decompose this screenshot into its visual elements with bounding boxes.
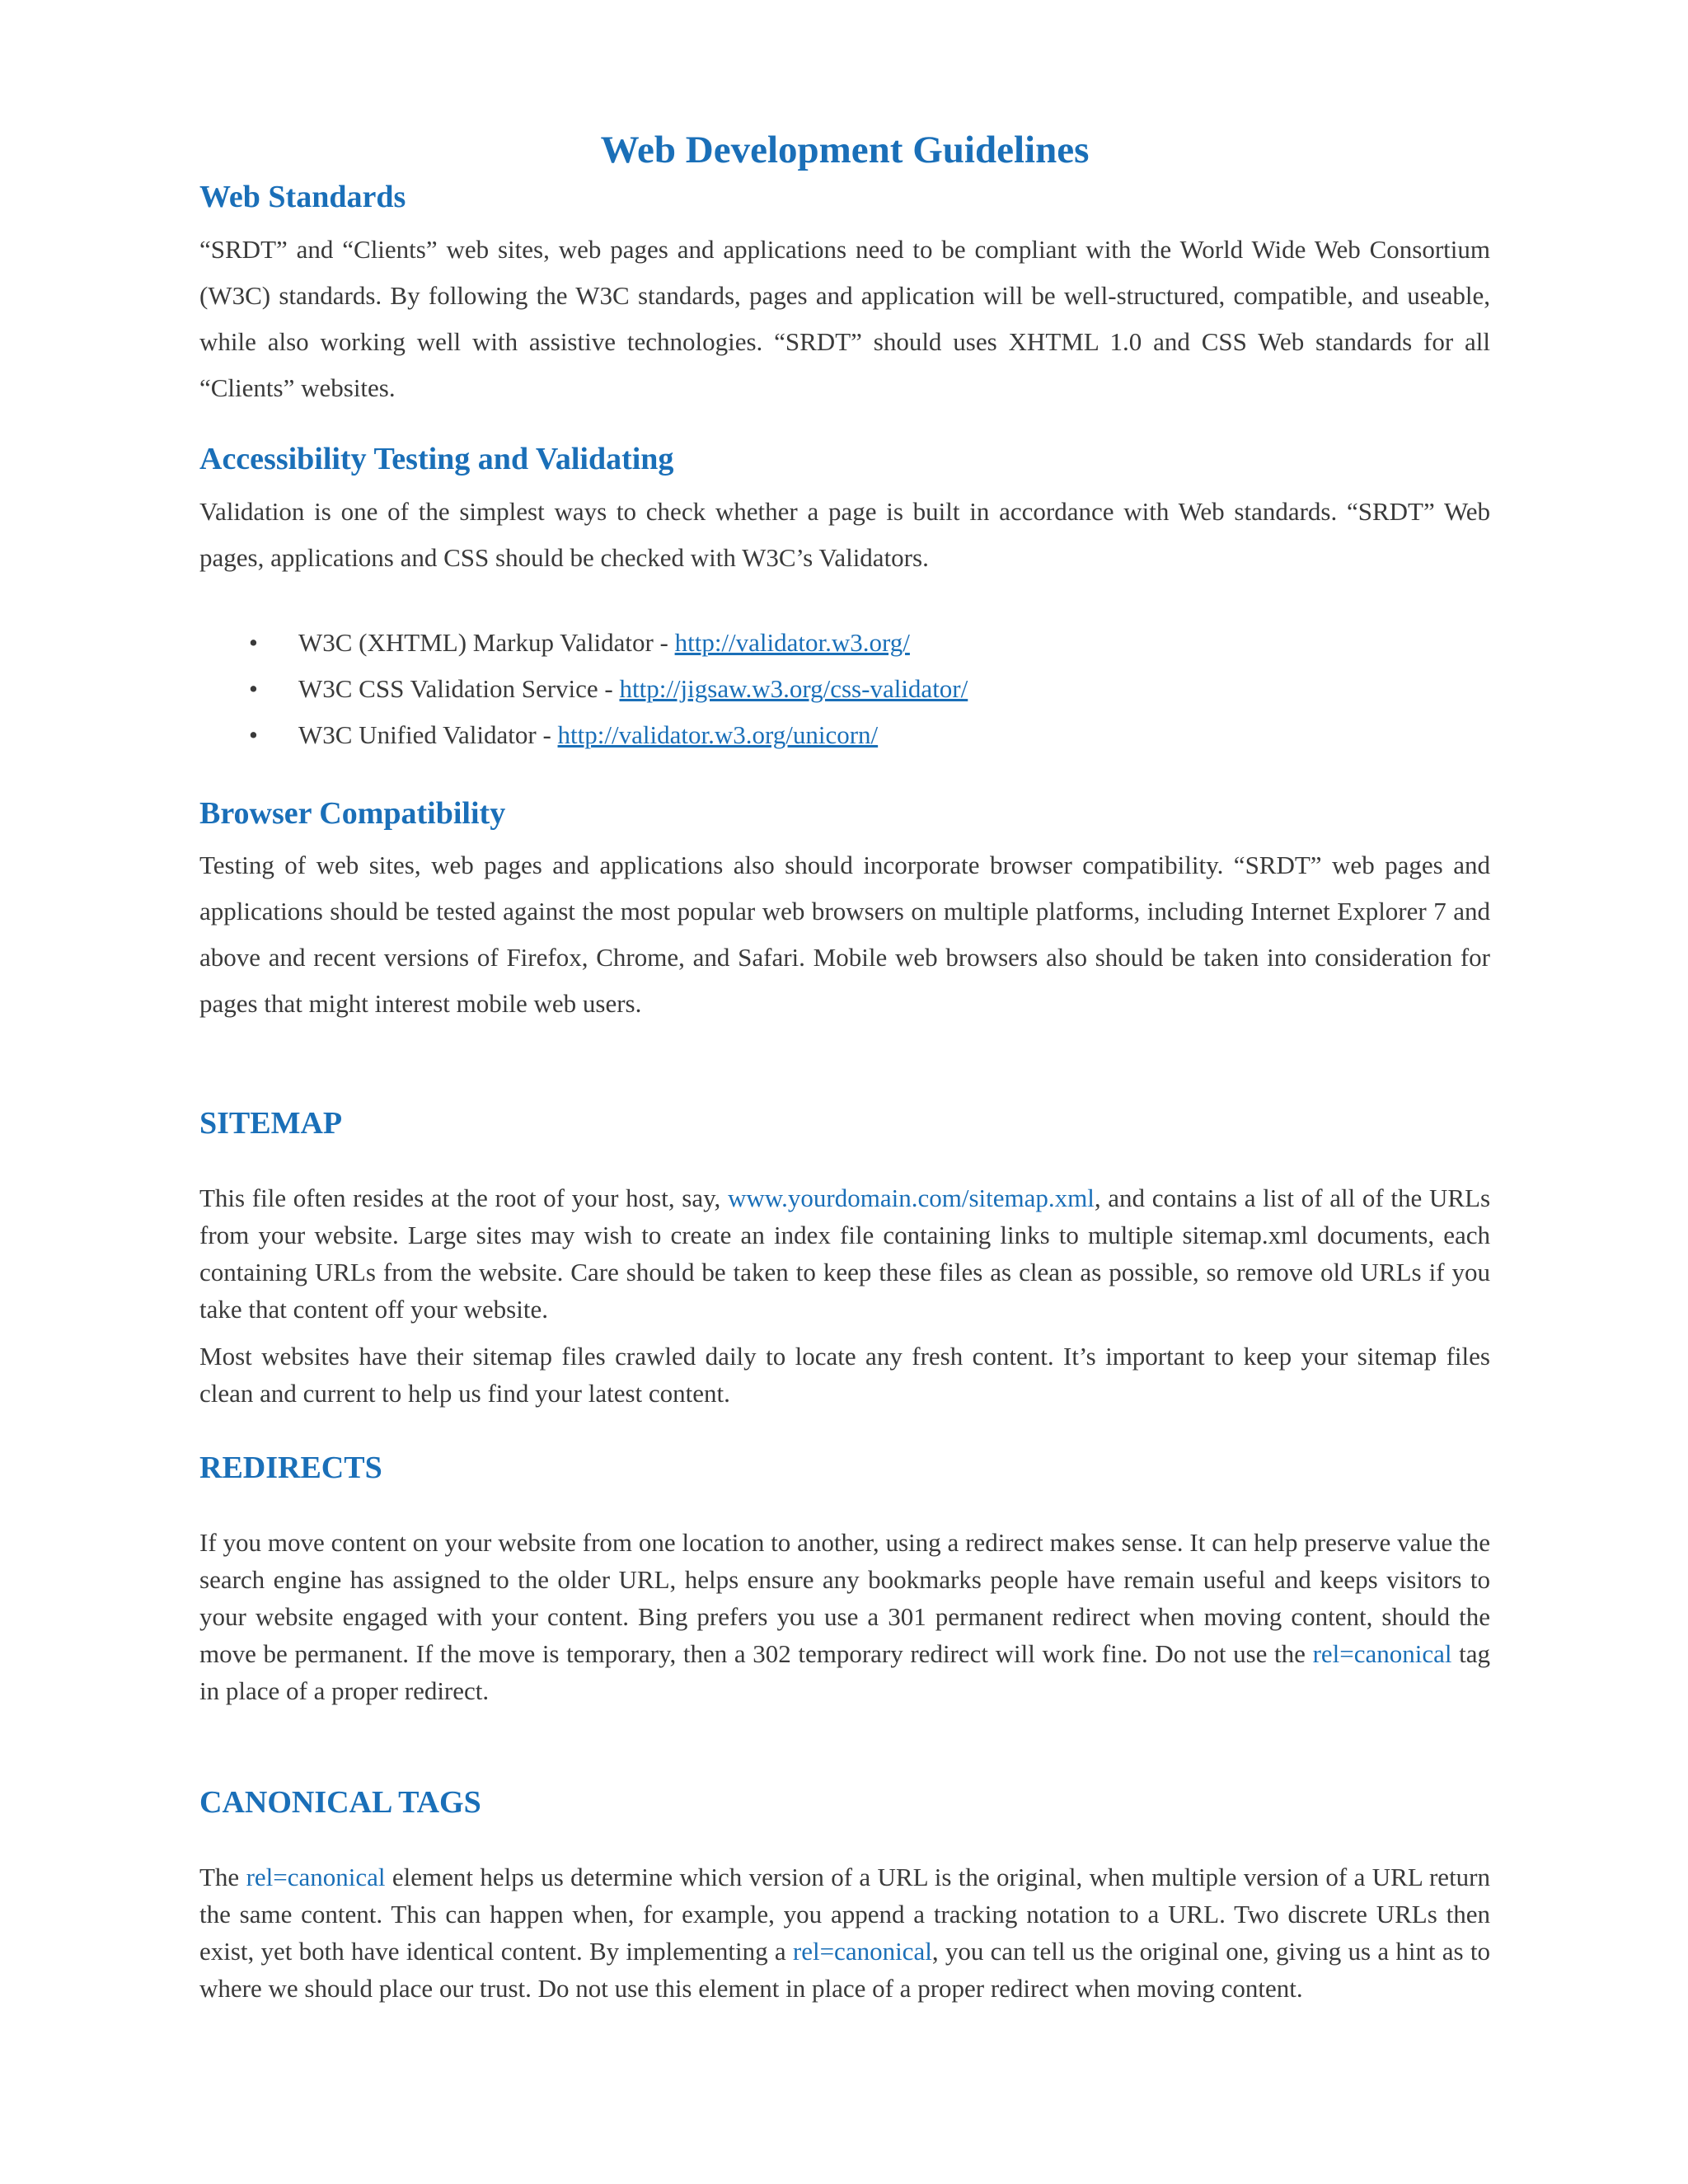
redirects-heading: REDIRECTS	[199, 1451, 382, 1485]
sitemap-paragraph-1	[199, 1179, 1490, 1328]
bullet-icon: •	[249, 720, 258, 749]
accessibility-paragraph: Validation is one of the simplest ways to check whether a page is built in accordance with Web standards. “SRDT” Web pages, applications and CSS should be checked with W3C’s Validators.	[199, 497, 1490, 572]
bullet-icon: •	[249, 674, 258, 703]
rel-canonical-term: rel=canonical	[246, 1863, 386, 1891]
canonical-text: element helps us determine which version of a URL is the original, when multiple version of a URL return the same content. This can happen when, for example, you append a tracking notation to a URL. Two discrete URLs then exist, yet both have identical content. By implementing a	[199, 1863, 1491, 1966]
redirects-text: tag in place of a proper redirect.	[199, 1639, 1491, 1705]
canonical-heading: CANONICAL TAGS	[199, 1785, 481, 1820]
browser-heading: Browser Compatibility	[199, 796, 506, 831]
validator-label: W3C CSS Validation Service -	[298, 674, 620, 703]
bullet-icon: •	[249, 628, 258, 657]
rel-canonical-term: rel=canonical	[1312, 1639, 1452, 1668]
validator-list	[199, 620, 968, 758]
list-item	[199, 620, 968, 666]
sitemap-text: This file often resides at the root of your host, say,	[199, 1183, 728, 1212]
css-validator-link[interactable]: http://jigsaw.w3.org/css-validator/	[619, 674, 968, 703]
redirects-paragraph	[199, 1524, 1490, 1709]
unified-validator-link[interactable]: http://validator.w3.org/unicorn/	[557, 720, 879, 749]
canonical-text: , you can tell us the original one, giving us a hint as to where we should place our trust. Do not use this element in place of a proper redirect when moving content.	[199, 1937, 1490, 2003]
markup-validator-link[interactable]: http://validator.w3.org/	[674, 628, 910, 657]
validator-label: W3C Unified Validator -	[298, 720, 558, 749]
list-item	[199, 666, 968, 712]
accessibility-heading: Accessibility Testing and Validating	[199, 442, 674, 476]
redirects-text: If you move content on your website from one location to another, using a redirect makes sense. It can help preserve value the search engine has assigned to the older URL, helps ensure any bookmarks people have remain useful and keeps visitors to your website engaged with your content. Bing prefers you use a 301 permanent redirect when moving content, should the move be permanent. If the move is temporary, then a 302 temporary redirect will work fine. Do not use the	[199, 1528, 1490, 1668]
canonical-paragraph	[199, 1858, 1490, 2007]
sitemap-heading: SITEMAP	[199, 1106, 343, 1141]
sitemap-text: , and contains a list of all of the URLs from your website. Large sites may wish to create an index file containing links to multiple sitemap.xml documents, each containing URLs from the website. Care should be taken to keep these files as clean as possible, so remove old URLs if you take that content off your website.	[199, 1183, 1491, 1324]
rel-canonical-term: rel=canonical	[792, 1937, 932, 1966]
sitemap-paragraph-2: Most websites have their sitemap files crawled daily to locate any fresh content. It’s important to keep your sitemap files clean and current to help us find your latest content.	[199, 1342, 1490, 1408]
browser-paragraph: Testing of web sites, web pages and applications also should incorporate browser compatibility. “SRDT” web pages and applications should be tested against the most popular web browsers on multiple platforms, including Internet Explorer 7 and above and recent versions of Firefox, Chrome, and Safari. Mobile web browsers also should be taken into consideration for pages that might interest mobile web users.	[199, 851, 1490, 1018]
web-standards-paragraph: “SRDT” and “Clients” web sites, web pages and applications need to be compliant with the World Wide Web Consortium (W3C) standards. By following the W3C standards, pages and application will be well-structured, compatible, and useable, while also working well with assistive technologies. “SRDT” should uses XHTML 1.0 and CSS Web standards for all “Clients” websites.	[199, 235, 1490, 402]
canonical-text: The	[199, 1863, 246, 1891]
document-title: Web Development Guidelines	[600, 129, 1090, 171]
list-item	[199, 712, 968, 758]
sitemap-url: www.yourdomain.com/sitemap.xml	[728, 1183, 1095, 1212]
validator-label: W3C (XHTML) Markup Validator -	[298, 628, 675, 657]
web-standards-heading: Web Standards	[199, 180, 406, 214]
